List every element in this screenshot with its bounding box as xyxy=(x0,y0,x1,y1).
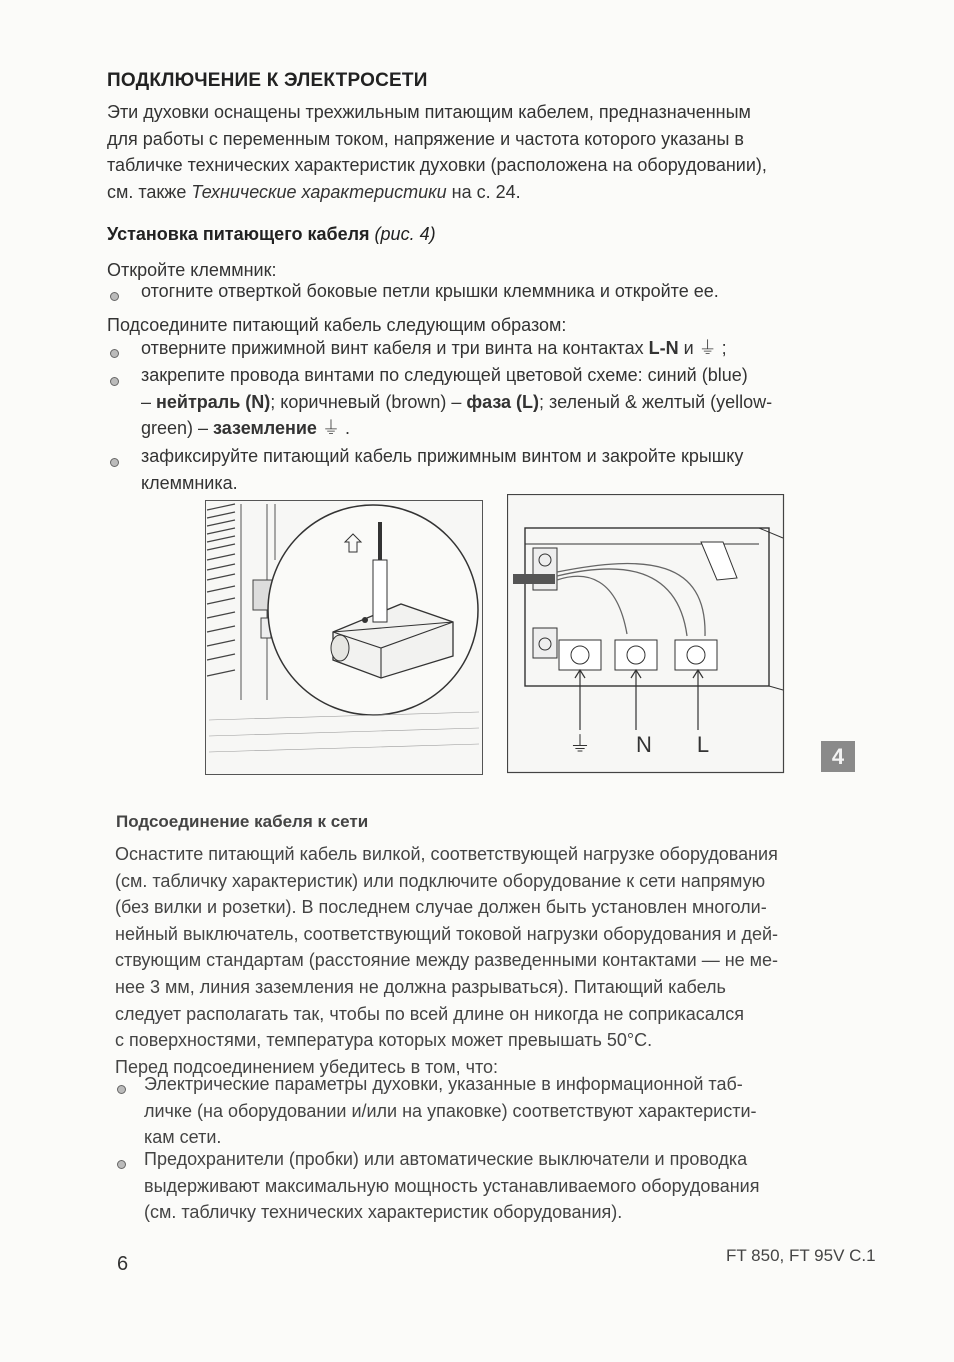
open-bullet: отогните отверткой боковые петли крышки клеммника и откройте ее. xyxy=(141,281,719,301)
connect-bullet-2: закрепите провода винтами по следующей цветовой схеме: синий (blue) – нейтраль (N); коричневый (brown) – фаза (L); зеленый & желтый (yellow- green) – заземление ⏚ . xyxy=(141,365,773,438)
tech-specs-reference: Технические характеристики xyxy=(191,181,447,202)
mains-line: следует располагать так, чтобы по всей длине он никогда не соприкасался xyxy=(115,1003,745,1024)
ground-symbol: ⏚ xyxy=(568,732,592,757)
connect-bullet-3: зафиксируйте питающий кабель прижимным винтом и закройте крышку клеммника. xyxy=(141,446,744,493)
figure-number-badge: 4 xyxy=(821,741,855,772)
mains-line: нейный выключатель, соответствующий токовой нагрузки оборудования и дей- xyxy=(115,923,779,944)
intro-line: Эти духовки оснащены трехжильным питающим кабелем, предназначенным xyxy=(107,102,751,122)
connect-label: Подсоедините питающий кабель следующим образом: xyxy=(107,315,567,335)
mains-line: (без вилки и розетки). В последнем случае должен быть установлен многоли- xyxy=(115,897,767,918)
bullet-icon xyxy=(117,1085,126,1094)
section-title: ПОДКЛЮЧЕНИЕ К ЭЛЕКТРОСЕТИ xyxy=(107,70,428,91)
intro-paragraph xyxy=(107,99,897,205)
bullet-icon xyxy=(117,1160,126,1169)
model-code: FT 850, FT 95V C.1 xyxy=(726,1246,876,1265)
bullet-icon xyxy=(110,349,119,358)
bullet-icon xyxy=(110,458,119,467)
line-label: L xyxy=(696,732,710,757)
mains-paragraph xyxy=(115,841,895,1080)
mains-title: Подсоединение кабеля к сети xyxy=(116,812,369,831)
connect-bullet-1: отверните прижимной винт кабеля и три винта на контактах L-N и ⏚ ; xyxy=(141,338,727,358)
mains-line: Оснастите питающий кабель вилкой, соответствующей нагрузке оборудования xyxy=(115,844,778,864)
install-title: Установка питающего кабеля (рис. 4) xyxy=(107,224,436,244)
neutral-label: N xyxy=(636,732,652,757)
mains-line: с поверхностями, температура которых может превышать 50°С. xyxy=(115,1030,653,1051)
mains-bullet-1: Электрические параметры духовки, указанные в информационной таб- личке (на оборудовании и/или на упаковке) соответствуют характеристи- кам сети. xyxy=(144,1074,757,1147)
intro-line: см. также Технические характеристики на с. 24. xyxy=(107,181,521,202)
figure-reference: (рис. 4) xyxy=(374,224,436,244)
mains-line: ствующим стандартам (расстояние между разведенными контактами — не ме- xyxy=(115,950,779,971)
mains-line: (см. табличку характеристик) или подключите оборудование к сети напрямую xyxy=(115,870,766,891)
intro-line: для работы с переменным током, напряжение и частота которого указаны в xyxy=(107,128,744,149)
intro-line: табличке технических характеристик духовки (расположена на оборудовании), xyxy=(107,155,767,175)
bullet-icon xyxy=(110,292,119,301)
mains-bullet-2: Предохранители (пробки) или автоматические выключатели и проводка выдерживают максимальную мощность устанавливаемого оборудования (см. табличку технических характеристик оборудования). xyxy=(144,1149,760,1222)
wiring-diagram xyxy=(507,494,797,776)
mains-line: нее 3 мм, линия заземления не должна разрываться). Питающий кабель xyxy=(115,976,726,997)
page-number: 6 xyxy=(117,1253,129,1275)
open-label: Откройте клеммник: xyxy=(107,260,277,280)
terminal-box-illustration xyxy=(205,500,485,776)
bullet-icon xyxy=(110,377,119,386)
mains-line: Перед подсоединением убедитесь в том, что: xyxy=(115,1056,499,1077)
